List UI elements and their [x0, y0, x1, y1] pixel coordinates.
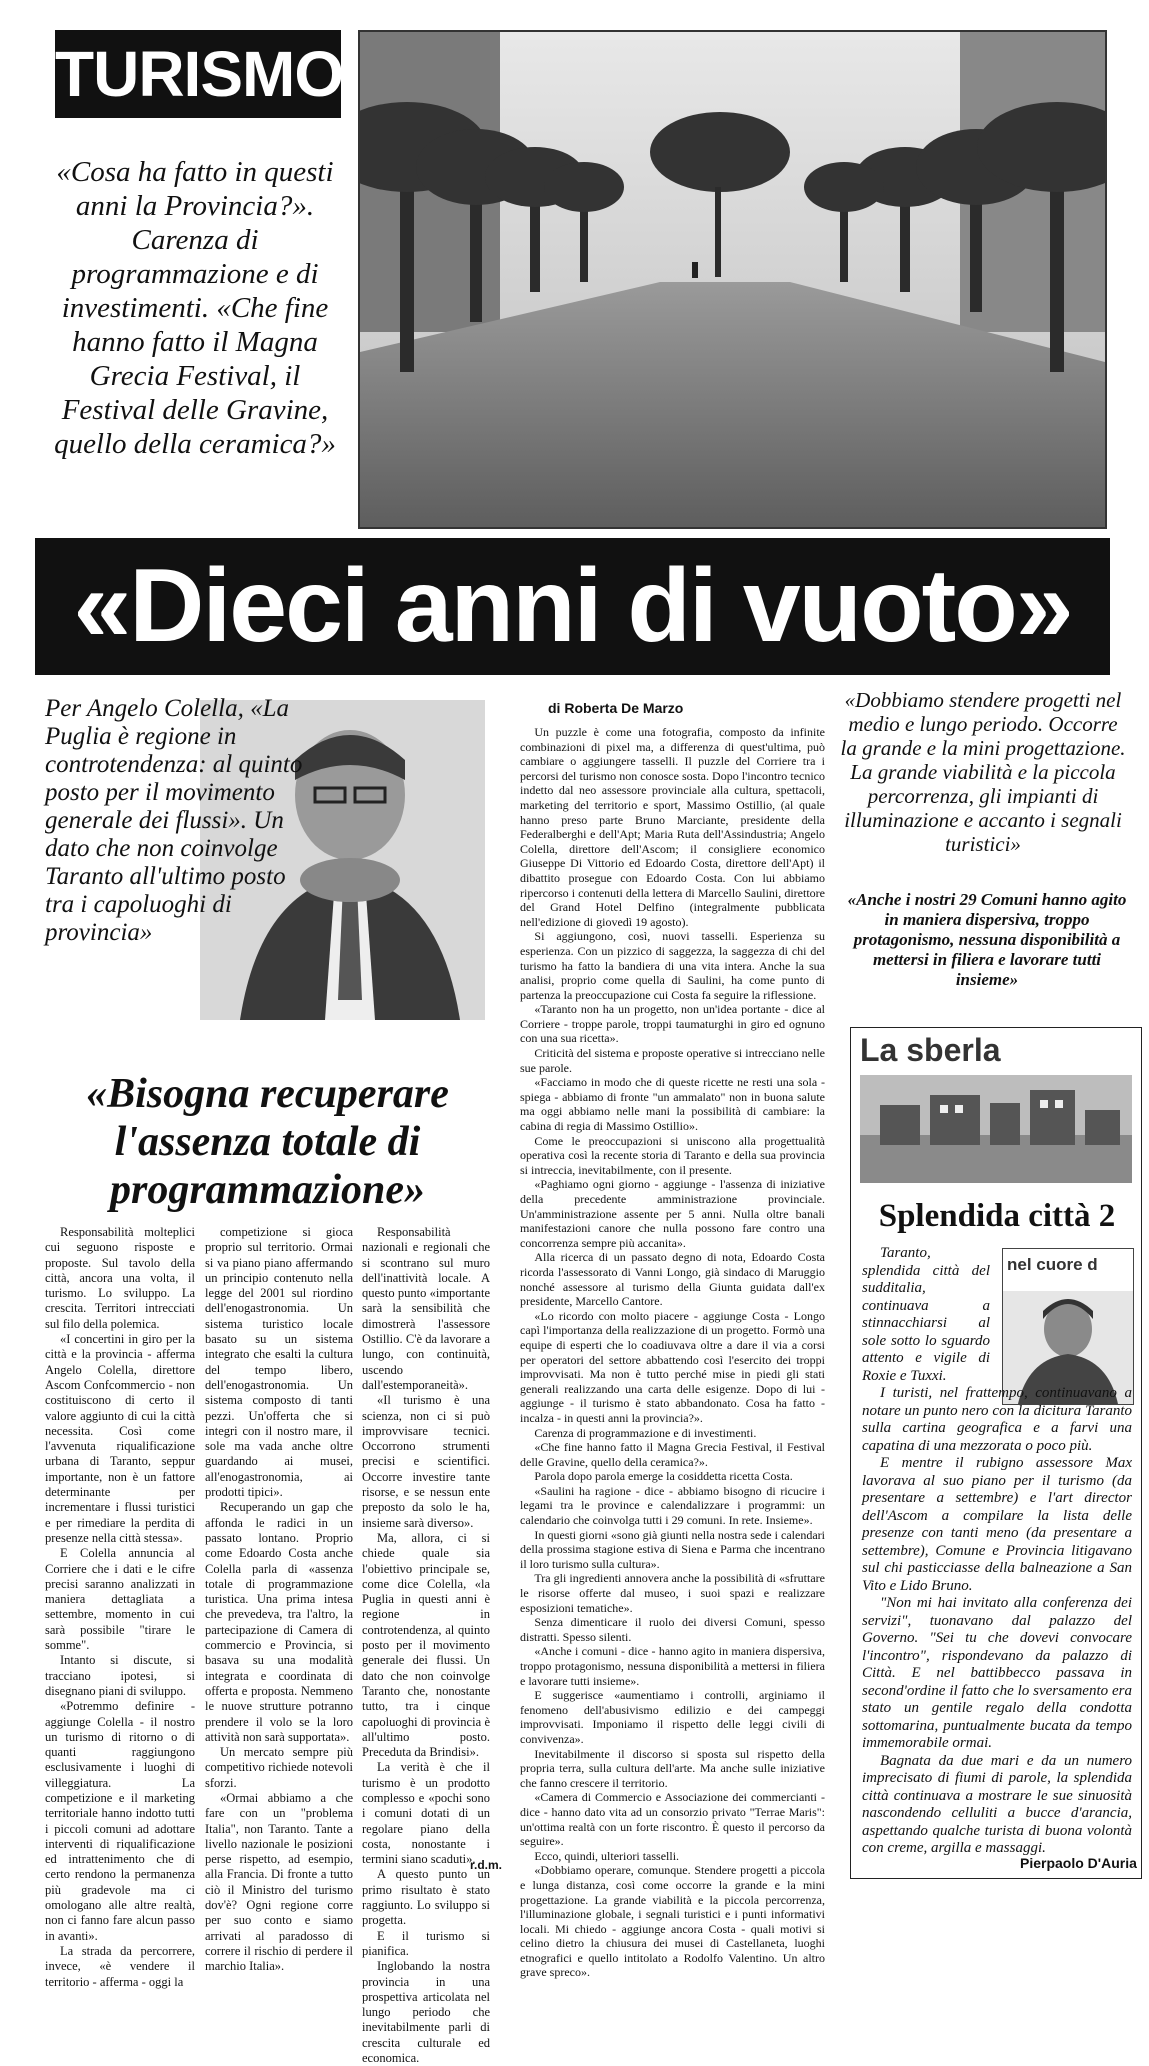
paragraph: La verità è che il turismo è un prodotto complesso e «pochi sono i comuni dotati di un regolare piano della costa, nonostante i termini siano scaduti». — [362, 1760, 490, 1867]
paragraph: Alla ricerca di un passato degno di nota, Edoardo Costa ricorda l'assessorato di Vanni Longo, già sindaco di Maruggio nonché assessore al turismo della Giunta guidata dall'ex presidente, Marcello Cantore. — [520, 1250, 825, 1309]
paragraph: «Taranto non ha un progetto, non un'idea portante - dice al Corriere - troppe parole, troppi taumaturghi in giro ed ognuno con una sua ricetta». — [520, 1002, 825, 1046]
paragraph: Ecco, quindi, ulteriori tasselli. — [534, 1848, 680, 1863]
paragraph: «Anche i comuni - dice - hanno agito in maniera dispersiva, troppo protagonismo, nessuna disponibilità a mettersi in filiera e lavorare tutti insieme». — [520, 1644, 825, 1688]
paragraph: Un mercato sempre più competitivo richiede notevoli sforzi. — [205, 1745, 353, 1790]
paragraph: «Lo ricordo con molto piacere - aggiunge Costa - Longo capì l'importanza della realizzazione di un progetto. Formò una equipe di esperti che lo coadiuvava oltre a dare il via a corsi per operatori del settore abbattendo così l'esercito dei troppi improvvisati. Ma non è tutto perché mise in piedi gli stati generali realizzando una carta delle esigenze. Dopo di lui - aggiunge - il turismo è stato abbandonato. Cosa ha fatto - incalza - in questi anni la provincia?». — [520, 1308, 825, 1425]
paragraph: E suggerisce «aumentiamo i controlli, arginiamo il fenomeno dell'abusivismo edilizio e dei campeggi improvvisati. Imponiamo il rispetto delle leggi civili di convivenza». — [520, 1688, 825, 1746]
article-column-1 — [45, 1225, 195, 1990]
paragraph: Senza dimenticare il ruolo dei diversi Comuni, spesso distratti. Spesso silenti. — [520, 1615, 825, 1644]
paragraph: «I concertini in giro per la città e la provincia - afferma Angelo Colella, direttore Ascom Confcommercio - non costituiscono di certo il valore aggiunto di cui la città necessita. Così come l'avvenuta riqualificazione urbana di Taranto, seppur importante, non è un fattore determinante per incrementare i flussi turistici e per rimediare la perdita di presenze nella città stessa». — [45, 1332, 195, 1545]
paragraph: Taranto, splendida città del sudditalia, continuava a stinnacchiarsi al sole sotto lo sguardo attento e vigile di Roxie e Tuxxi. — [862, 1245, 990, 1384]
paragraph: «Camera di Commercio e Associazione dei commercianti - dice - hanno dato vita ad un consorzio privato "Terrae Maris": un'ottima realtà con un forte riscontro. È questo il percorso da seguire». — [520, 1790, 825, 1849]
paragraph: Carenza di programmazione e di investimenti. — [534, 1425, 757, 1440]
paragraph: «Il turismo è una scienza, non ci si può improvvisare tecnici. Occorrono strumenti precisi e scientifici. Occorre investire tante risorse, e se nessun ente preposto da solo le ha, insieme sarà diverso». — [362, 1393, 490, 1530]
article-column-3 — [362, 1225, 490, 2066]
paragraph: «Dobbiamo operare, comunque. Stendere progetti a piccola e lunga distanza, così come occorre la grande e la mini progettazione. La grande viabilità e la piccola percorrenza, l'illuminazione globale, i segnali turistici e i punti informativi locali. Mi chiedo - aggiunge ancora Costa - quali motivi si celino dietro la chiusura dei musei di Castellaneta, luoghi etnografici e quello intitolato a Rodolfo Valentino. Un altro grave spreco». — [520, 1863, 825, 1980]
paragraph: «Che fine hanno fatto il Magna Grecia Festival, il Festival delle Gravine, quello della ceramica?». — [520, 1440, 825, 1469]
article-column-2 — [205, 1225, 353, 1975]
paragraph: E Colella annuncia al Corriere che i dati e le cifre precisi saranno analizzati in maniera dettagliata a settembre, momento in cui sarà possibile "tirare le somme". — [45, 1546, 195, 1653]
paragraph: Un puzzle è come una fotografia, composto da infinite combinazioni di pixel ma, a differenza di quest'ultima, può cambiare o aggiungere tasselli. Il puzzle del Corriere tra i percorsi del turismo non conosce sosta. Dopo l'incontro tecnico indetto dal neo assessore provinciale alla cultura, spettacoli, marketing del territorio e sport, Massimo Ostillio, (al quale hanno preso parte Bruno Marciante, presidente della Federalberghi e dell'Apt; Maria Ruta dell'Assindustria; Angelo Colella, direttore dell'Ascom; il consigliere economico Giuseppe Di Vittorio ed Edoardo Costa, direttore dell'Apt) il dibattito prosegue con Edoardo Costa. Con lui abbiamo ripercorso i contenuti della lettera di Marcello Saulini, direttore del Grand Hotel Delfino (integralmente pubblicata nell'edizione di giovedì 19 agosto). — [520, 725, 825, 929]
sidebar-headline: Splendida città 2 — [878, 1198, 1116, 1234]
paragraph: Si aggiungono, così, nuovi tasselli. Esperienza su esperienza. Con un pizzico di saggezza, la saggezza di chi del turismo ha fatto la bandiera di una vita intera. Anche la sua analisi, proprio come quella di Saulini, ha come punto di partenza la preoccupazione cui Costa fa seguire la riflessione. — [520, 929, 825, 1002]
main-headline: «Dieci anni di vuoto» — [35, 538, 1110, 675]
sidebar-signature: Pierpaolo D'Auria — [1020, 1855, 1137, 1871]
street-photo — [358, 30, 1107, 529]
sidebar-title: La sberla — [860, 1032, 1001, 1068]
paragraph: La strada da percorrere, invece, «è vendere il territorio - afferma - oggi la — [45, 1943, 195, 1989]
paragraph: «Facciamo in modo che di queste ricette ne resti una sola - spiega - abbiamo di fronte "un ammalato" non in buona salute ma oggi abbiamo nelle mani la possibilità di cambiare: la cabina di regia di Massimo Ostillio». — [520, 1075, 825, 1134]
paragraph: "Non mi hai invitato alla conferenza dei servizi", tuonavano dal palazzo del Governo. "Sei tu che dovevi convocare l'incontro", rispondevano da palazzo di Città. E nel battibbecco passava in second'ordine il fatto che lo sversamento era stato un gentile regalo della condotta sottomarina, puntualmente bucata da tempo immemorabile ormai. — [862, 1595, 1132, 1751]
sidebar-text — [862, 1245, 1132, 1858]
paragraph: Responsabilità nazionali e regionali che si scontrano sul muro dell'inattività locale. A questo punto «importante sarà la sensibilità che dimostrerà l'assessore Ostillio. C'è da lavorare a lungo, con continuità, uscendo dall'estemporaneità». — [362, 1225, 490, 1392]
paragraph: Ma, allora, ci si chiede quale sia l'obiettivo principale se, come dice Colella, «la Puglia in questi anni è regione in controtendenza, al quinto posto per il movimento generale dei flussi. Un dato che non coinvolge Taranto che, nonostante tutto, tra i cinque capoluoghi di provincia è all'ultimo posto. Preceduta da Brindisi». — [362, 1530, 490, 1760]
paragraph: In questi giorni «sono già giunti nella nostra sede i calendari della prossima stagione estiva di Siena e Parma che incentrano il loro turismo sulla cultura». — [520, 1527, 825, 1571]
sidebar-aerial-photo — [860, 1075, 1132, 1183]
paragraph: Responsabilità molteplici cui seguono risposte e proposte. Sul tavolo della città, ancora una volta, il turismo. Lo sviluppo. La crescita. Territori intrecciati sul filo della polemica. — [45, 1225, 195, 1331]
paragraph: «Ormai abbiamo a che fare con un "problema Italia", non Taranto. Tante a livello nazionale le posizioni perse rispetto, ad esempio, alla Francia. Di fronte a tutto ciò il Ministro del turismo dov'è? Ogni regione corre per suo conto e siamo arrivati al paradosso di correre il rischio di perdere il marchio Italia». — [205, 1790, 353, 1974]
paragraph: Bagnata da due mari e da un numero imprecisato di fiumi di parole, la splendida città continuava a mostrare le sue sinuosità nascondendo celluliti a bucce d'arancia, aspettando qualche turista di buona volontà con creme, argilla e massaggi. — [862, 1752, 1132, 1856]
paragraph: Criticità del sistema e proposte operative si intrecciano nelle sue parole. — [520, 1046, 825, 1075]
paragraph: «Potremmo definire - aggiunge Colella - il nostro un turismo di ritorno o di quanti raggiungono esclusivamente i luoghi di villeggiatura. La competizione e il marketing territoriale hanno indotto tutti i piccoli comuni ad adottare interventi di riqualificazione ed intrattenimento che di certo rendono la permanenza più gradevole ma ci omologano alle altre realtà, non ci fanno fare alcun passo in avanti». — [45, 1699, 195, 1943]
pull-quote-left: Per Angelo Colella, «La Puglia è regione in controtendenza: al quinto posto per il movimento generale dei flussi». Un dato che non coinvolge Taranto all'ultimo posto tra i capoluoghi di provincia» — [45, 695, 303, 946]
article-column-main — [520, 725, 825, 1980]
paragraph: A questo punto un primo risultato è stato raggiunto. Lo sviluppo si progetta. — [362, 1867, 490, 1928]
paragraph: Tra gli ingredienti annovera anche la possibilità di «sfruttare le risorse offerte dal museo, i suoi spazi e realizzare esposizioni tematiche». — [520, 1571, 825, 1615]
paragraph: «Saulini ha ragione - dice - abbiamo bisogno di ricucire i legami tra le province e calendalizzare i programmi: un calendario che coinvolga tutti i 29 comuni. In rete. Insieme». — [520, 1483, 825, 1528]
paragraph: «Paghiamo ogni giorno - aggiunge - l'assenza di iniziative della precedente amministrazione provinciale. Un'amministrazione assente per 5 anni. Nulla oltre banali manifestazioni canore che nulla possono fare contro una concorrenza sempre più accanita». — [520, 1177, 825, 1250]
paragraph: E mentre il rubigno assessore Max lavorava al suo piano per il turismo (da presentare a settembre) e l'art director dell'Ascom a compilare la lista delle presenze con tanti meno (da presentare a settembre), Comune e Provincia litigavano sul chi pasticciasse della balneazione a San Vito e Lido Bruno. — [862, 1455, 1132, 1594]
thumbnail-caption: nel cuore d — [1007, 1255, 1098, 1274]
paragraph: Inevitabilmente il discorso si sposta sul rispetto della propria terra, sulla cultura dell'arte. Ma anche sulle iniziative che fanno crescere il territorio. — [520, 1746, 825, 1790]
paragraph: E il turismo si pianifica. — [362, 1928, 490, 1958]
author-initials: r.d.m. — [470, 1858, 503, 1872]
paragraph: Parola dopo parola emerge la cosiddetta ricetta Costa. — [534, 1469, 793, 1484]
paragraph: competizione si gioca proprio sul territorio. Ormai si va piano piano affermando un principio contenuto nella legge del 2001 sul riordino dell'enogastronomia. Un sistema turistico locale basato su un sistema integrato che esalti la cultura del tempo libero, dell'enogastronomia. Un sistema composto di tanti pezzi. Un'offerta che si integri con il nostro mare, il sole ma vada anche oltre guardando ai musei, all'enogastronomia, ai prodotti tipici». — [205, 1225, 353, 1500]
article-headline: «Bisogna recuperare l'assenza totale di programmazione» — [86, 1071, 449, 1213]
pull-quote-right-1: «Dobbiamo stendere progetti nel medio e lungo periodo. Occorre la grande e la mini progettazione. La grande viabilità e la piccola percorrenza, gli impianti di illuminazione e accanto i segnali turistici» — [840, 688, 1126, 856]
paragraph: Come le preoccupazioni si uniscono alla progettualità operativa così la recente storia di Taranto e della sua provincia si intreccia, inevitabilmente, con il presente. — [520, 1133, 825, 1177]
pull-quote-right-2: «Anche i nostri 29 Comuni hanno agito in maniera dispersiva, troppo protagonismo, nessuna disponibilità a mettersi in filiera e lavorare tutti insieme» — [847, 890, 1127, 989]
paragraph: Recuperando un gap che affonda le radici in un passato lontano. Proprio come Edoardo Costa anche Colella parla di «assenza totale di programmazione turistica. Una prima intesa che prevedeva, tra l'altro, la partecipazione di Camera di commercio e Provincia, si basava su una modalità integrata e coordinata di offerta e proposta. Nemmeno le nuove strutture potranno prendere il volo se la loro attività non sarà supportata». — [205, 1500, 353, 1744]
byline: di Roberta De Marzo — [548, 700, 684, 716]
section-kicker: TURISMO — [55, 30, 341, 118]
paragraph: Intanto si discute, si tracciano ipotesi, si disegnano piani di sviluppo. — [45, 1653, 195, 1698]
intro-subtitle: «Cosa ha fatto in questi anni la Provincia?». Carenza di programmazione e di investimenti. «Che fine hanno fatto il Magna Grecia Festival, il Festival delle Gravine, quello della ceramica?» — [54, 156, 336, 460]
paragraph: I turisti, nel frattempo, continuavano a notare un punto nero con la dicitura Taranto sulla cartina geografica e a farvi una capatina di una mezzorata o poco più. — [862, 1385, 1132, 1454]
paragraph: Inglobando la nostra provincia in una prospettiva articolata nel lungo periodo che inevitabilmente parli di crescita culturale ed economica. — [362, 1959, 490, 2066]
